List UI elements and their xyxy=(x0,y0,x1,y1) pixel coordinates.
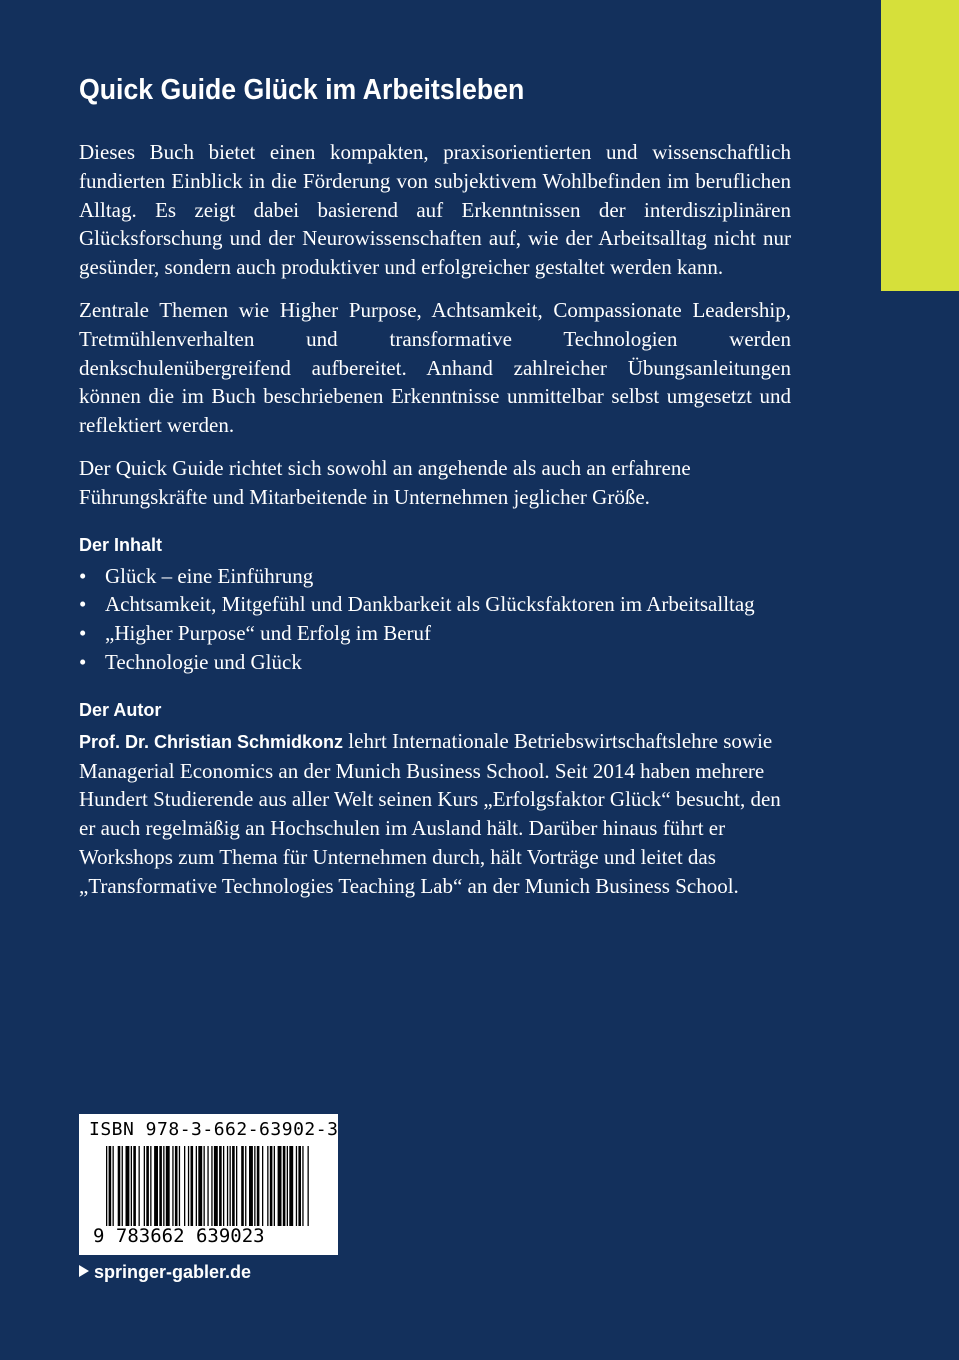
barcode-stripe xyxy=(139,1146,140,1226)
barcode-stripe xyxy=(298,1146,301,1226)
barcode-stripe xyxy=(274,1146,275,1226)
barcode-stripe xyxy=(278,1146,282,1226)
isbn-barcode xyxy=(79,1114,338,1255)
barcode-stripe xyxy=(133,1146,136,1226)
barcode-stripe xyxy=(113,1146,114,1226)
barcode-stripe xyxy=(230,1146,231,1226)
barcode-stripe xyxy=(166,1146,170,1226)
author-bio-text: lehrt Internationale Betriebswirtschaftslehre sowie Managerial Economics an der Munich Business School. Seit 2014 haben mehrere Hundert Studierende aus aller Welt seinen Kurs „Erfolgsfaktor Glück“ besucht, den er auch regelmäßig an Hochschulen im Ausland hält. Darüber hinaus führt er Workshops zum Thema für Unternehmen durch, hält Vorträge und leitet das „Transformative Technologies Teaching Lab“ an der Munich Business School. xyxy=(79,728,781,898)
barcode-stripe xyxy=(118,1146,121,1226)
barcode-stripe xyxy=(249,1146,253,1226)
book-title: Quick Guide Glück im Arbeitsleben xyxy=(79,74,525,106)
barcode-stripe xyxy=(144,1146,145,1226)
barcode-stripe xyxy=(191,1146,194,1226)
barcode-stripe xyxy=(257,1146,260,1226)
barcode-bars xyxy=(106,1146,312,1226)
barcode-stripe xyxy=(287,1146,288,1226)
barcode-stripe xyxy=(196,1146,197,1226)
contents-item: • Achtsamkeit, Mitgefühl und Dankbarkeit als Glücksfaktoren im Arbeitsalltag xyxy=(79,590,791,619)
barcode-stripe xyxy=(163,1146,164,1226)
barcode-stripe xyxy=(236,1146,237,1226)
barcode-stripe xyxy=(270,1146,273,1226)
barcode-stripe xyxy=(109,1146,112,1226)
barcode-stripe xyxy=(219,1146,222,1226)
barcode-stripe xyxy=(184,1146,185,1226)
contents-heading: Der Inhalt xyxy=(79,534,163,555)
barcode-stripe xyxy=(154,1146,158,1226)
barcode-stripe xyxy=(283,1146,286,1226)
barcode-stripe xyxy=(204,1146,205,1226)
barcode-digits: 9 783662 639023 xyxy=(93,1225,265,1247)
contents-list xyxy=(79,562,791,677)
barcode-stripe xyxy=(308,1146,309,1226)
author-bio xyxy=(79,727,791,901)
bullet-icon: • xyxy=(79,649,87,674)
back-cover-content xyxy=(79,72,791,915)
bullet-icon: • xyxy=(79,563,87,588)
barcode-stripe xyxy=(188,1146,189,1226)
barcode-stripe xyxy=(289,1146,293,1226)
barcode-stripe xyxy=(126,1146,130,1226)
barcode-stripe xyxy=(175,1146,178,1226)
contents-item: • „Higher Purpose“ und Erfolg im Beruf xyxy=(79,619,791,648)
audience-paragraph: Der Quick Guide richtet sich sowohl an angehende als auch an erfahrene Führungskräfte und Mitarbeitende in Unternehmen jeglicher Größe. xyxy=(79,455,691,509)
author-heading: Der Autor xyxy=(79,699,162,720)
barcode-stripe xyxy=(241,1146,244,1226)
barcode-stripe xyxy=(159,1146,162,1226)
barcode-stripe xyxy=(211,1146,212,1226)
bullet-icon: • xyxy=(79,592,87,617)
barcode-stripe xyxy=(179,1146,180,1226)
barcode-stripe xyxy=(227,1146,228,1226)
bullet-icon: • xyxy=(79,621,87,646)
author-name: Prof. Dr. Christian Schmidkonz xyxy=(79,731,344,752)
barcode-stripe xyxy=(232,1146,235,1226)
arrow-right-icon xyxy=(79,1265,89,1277)
barcode-stripe xyxy=(214,1146,218,1226)
barcode-stripe xyxy=(267,1146,268,1226)
barcode-stripe xyxy=(131,1146,132,1226)
barcode-stripe xyxy=(146,1146,149,1226)
contents-item: • Technologie und Glück xyxy=(79,648,791,677)
barcode-stripe xyxy=(245,1146,246,1226)
barcode-stripe xyxy=(172,1146,173,1226)
description-paragraph: Dieses Buch bietet einen kompakten, praxisorientierten und wissenschaftlich fundierten Einblick in die Förderung von subjektivem Wohlbefinden im beruflichen Alltag. Es zeigt dabei basierend auf Erkenntnissen der interdisziplinären Glücksforschung und der Neurowissenschaften auf, wie der Arbeitsalltag nicht nur gesünder, sondern auch produktiver und erfolgreicher gestaltet werden kann. xyxy=(79,140,791,280)
isbn-number: ISBN 978-3-662-63902-3 xyxy=(89,1119,339,1140)
barcode-stripe xyxy=(106,1146,107,1226)
barcode-stripe xyxy=(150,1146,151,1226)
contents-item: • Glück – eine Einführung xyxy=(79,562,791,591)
barcode-stripe xyxy=(198,1146,202,1226)
barcode-stripe xyxy=(207,1146,208,1226)
barcode-stripe xyxy=(262,1146,263,1226)
barcode-stripe xyxy=(223,1146,224,1226)
barcode-stripe xyxy=(254,1146,255,1226)
barcode-stripe xyxy=(122,1146,123,1226)
publisher-url: springer-gabler.de xyxy=(94,1262,252,1282)
barcode-stripe xyxy=(302,1146,303,1226)
publisher-link[interactable] xyxy=(79,1262,251,1283)
accent-color-bar xyxy=(881,0,959,291)
themes-paragraph: Zentrale Themen wie Higher Purpose, Achtsamkeit, Compassionate Leadership, Tretmühlenverhalten und transformative Technologien werden denkschulenübergreifend aufbereitet. Anhand zahlreicher Übungsanleitungen können die im Buch beschriebenen Erkenntnisse unmittelbar selbst umgesetzt und reflektiert werden. xyxy=(79,297,791,438)
barcode-stripe xyxy=(296,1146,297,1226)
